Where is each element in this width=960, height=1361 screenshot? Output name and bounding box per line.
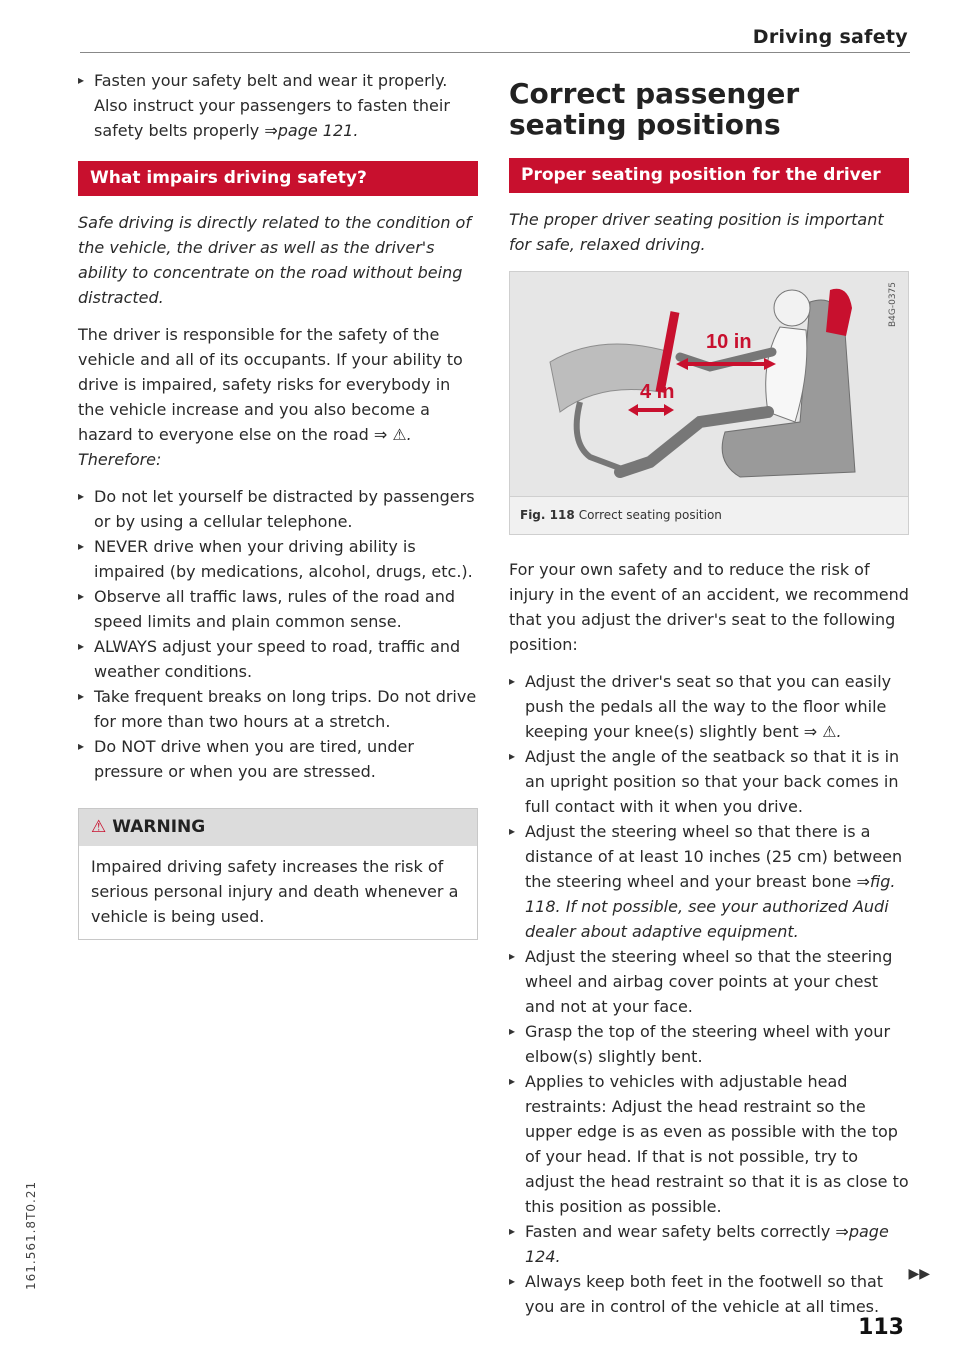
impairs-list xyxy=(78,484,478,784)
paragraph: The driver is responsible for the safety of the vehicle and all of its occupants. If your ability to drive is impaired, safety risks for everybody in the vehicle increase and you also become a hazard to everyone else on the road ⇒ ⚠. Therefore: xyxy=(78,325,463,469)
top-rule xyxy=(80,52,910,53)
section-title: Driving safety xyxy=(752,26,908,48)
lead-text: Safe driving is directly related to the condition of the vehicle, the driver as well as the driver's ability to concentrate on the road without being distracted. xyxy=(78,213,471,307)
section-heading-driver: Proper seating position for the driver xyxy=(509,158,909,193)
list-item: ▸ Adjust the steering wheel so that there is a distance of at least 10 inches (25 cm) between the steering wheel and your breast bone ⇒fig. 118. If not possible, see your authorized Audi dealer about adaptive equipment. xyxy=(509,819,909,944)
figure-code: B4G-0375 xyxy=(888,282,898,328)
list-item: ▸ Always keep both feet in the footwell so that you are in control of the vehicle at all times. xyxy=(509,1269,909,1319)
warning-title: WARNING xyxy=(112,817,206,837)
section-heading-impairs: What impairs driving safety? xyxy=(78,161,478,196)
list-item: ▸ Adjust the driver's seat so that you can easily push the pedals all the way to the floor while keeping your knee(s) slightly bent ⇒ ⚠. xyxy=(509,669,909,744)
list-item: ▸ Take frequent breaks on long trips. Do not drive for more than two hours at a stretch. xyxy=(78,684,478,734)
warning-text: Impaired driving safety increases the risk of serious personal injury and death whenever a vehicle is being used. xyxy=(91,857,459,926)
seating-position-illustration xyxy=(510,272,908,497)
list-item: ▸ Grasp the top of the steering wheel with your elbow(s) slightly bent. xyxy=(509,1019,909,1069)
warning-box xyxy=(78,808,478,940)
figure-caption xyxy=(510,497,908,534)
warning-triangle-icon: ⚠ xyxy=(91,817,107,837)
warning-ref-link[interactable]: ⇒ ⚠. Therefore: xyxy=(78,425,412,469)
lead-text: The proper driver seating position is important for safe, relaxed driving. xyxy=(509,210,884,254)
left-column xyxy=(78,68,478,940)
label-10in: 10 in xyxy=(706,331,752,353)
seating-diagram-svg xyxy=(510,272,908,496)
paragraph: For your own safety and to reduce the risk of injury in the event of an accident, we recommend that you adjust the driver's seat to the following position: xyxy=(509,560,909,654)
page-number: 113 xyxy=(858,1315,904,1340)
figure-caption-text: Correct seating position xyxy=(578,508,722,522)
list-item: ▸ Adjust the angle of the seatback so that it is in an upright position so that your back comes in full contact with it when you drive. xyxy=(509,744,909,819)
figure-118 xyxy=(509,271,909,535)
page-title: Correct passenger seating positions xyxy=(509,77,800,141)
page-ref-link[interactable]: ⇒page 124. xyxy=(525,1222,889,1266)
list-item: ▸ Fasten and wear safety belts correctly ⇒page 124. xyxy=(509,1219,909,1269)
figure-label: Fig. 118 xyxy=(520,508,575,522)
continue-arrow-icon: ▶▶ xyxy=(908,1266,930,1282)
warning-ref-link[interactable]: ⇒ ⚠. xyxy=(803,722,842,741)
page-ref-link[interactable]: ⇒page 121. xyxy=(264,121,359,140)
right-column xyxy=(509,68,909,1319)
intro-list xyxy=(78,68,478,143)
list-item: ▸ Fasten your safety belt and wear it properly. Also instruct your passengers to fasten their safety belts properly ⇒page 121. xyxy=(78,68,478,143)
list-item: ▸ ALWAYS adjust your speed to road, traffic and weather conditions. xyxy=(78,634,478,684)
document-code: 161.561.8T0.21 xyxy=(24,1180,38,1290)
warning-header xyxy=(79,809,477,846)
figure-ref-link[interactable]: ⇒fig. 118. If not possible, see your authorized Audi dealer about adaptive equipment. xyxy=(525,872,896,941)
label-4in: 4 in xyxy=(640,381,675,403)
list-item: ▸ Do NOT drive when you are tired, under pressure or when you are stressed. xyxy=(78,734,478,784)
list-item: ▸ Do not let yourself be distracted by passengers or by using a cellular telephone. xyxy=(78,484,478,534)
list-item: ▸ Observe all traffic laws, rules of the road and speed limits and plain common sense. xyxy=(78,584,478,634)
seating-list xyxy=(509,669,909,1319)
list-item: ▸ Applies to vehicles with adjustable head restraints: Adjust the head restraint so the upper edge is as even as possible with the top of your head. If that is not possible, try to adjust the head restraint so that it is as close to this position as possible. xyxy=(509,1069,909,1219)
list-item: ▸ NEVER drive when your driving ability is impaired (by medications, alcohol, drugs, etc.). xyxy=(78,534,478,584)
list-item: ▸ Adjust the steering wheel so that the steering wheel and airbag cover points at your chest and not at your face. xyxy=(509,944,909,1019)
